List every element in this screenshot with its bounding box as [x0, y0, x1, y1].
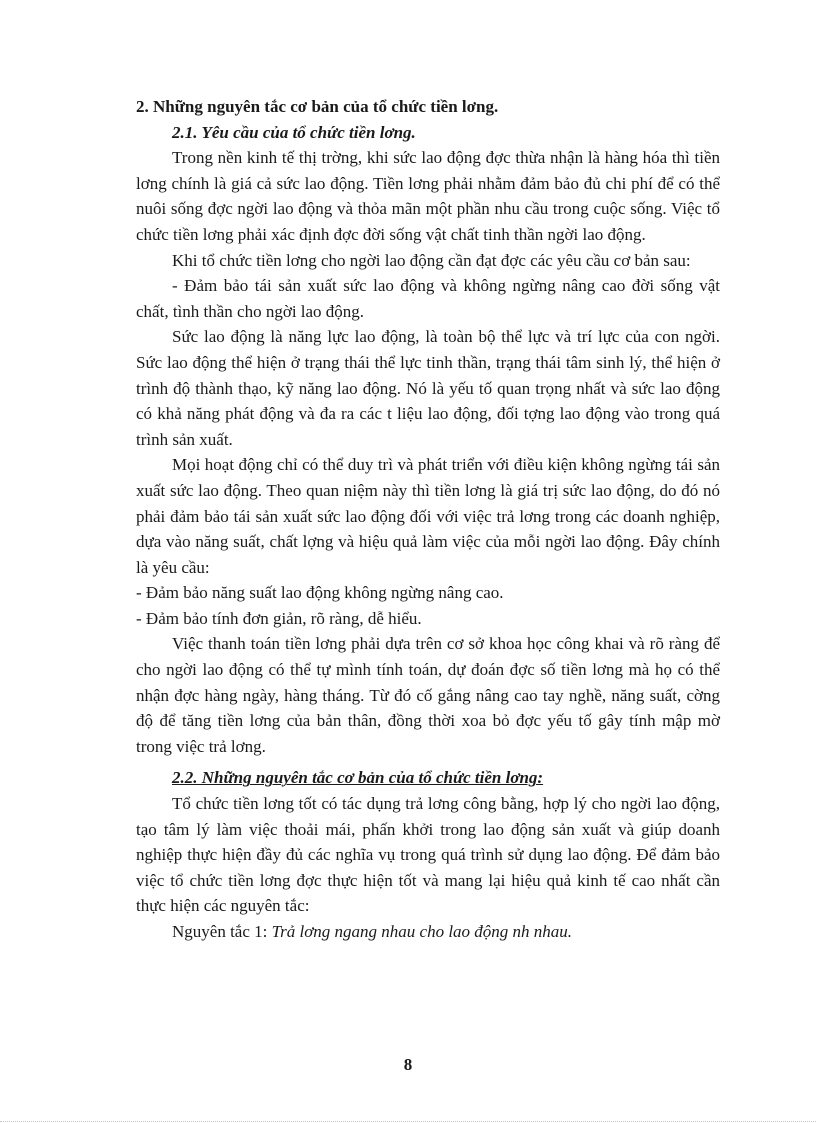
bullet-item: - Đảm bảo tái sản xuất sức lao động và không ngừng nâng cao đời sống vật chất, tình thần cho ngời lao động. — [136, 276, 720, 321]
section-heading-2-1: 2.1. Yêu cầu của tổ chức tiền lơng. — [172, 122, 416, 142]
paragraph: Trong nền kinh tế thị trờng, khi sức lao động đợc thừa nhận là hàng hóa thì tiền lơng chính là giá cả sức lao động. Tiền lơng phải nhằm đảm bảo đủ chi phí để có thể nuôi sống đợc ngời lao động và thỏa mãn một phần nhu cầu trong cuộc sống. Việc tổ chức tiền lơng phải xác định đợc đời sống vật chất tinh thần ngời lao động. — [136, 148, 720, 244]
paragraph: Mọi hoạt động chỉ có thể duy trì và phát triển với điều kiện không ngừng tái sản xuất sức lao động. Theo quan niệm này thì tiền lơng là giá trị sức lao động, do đó nó phải đảm bảo tái sản xuất sức lao động đối với việc trả lơng trong các doanh nghiệp, dựa vào năng suất, chất lợng và hiệu quả làm việc của mỗi ngời lao động. Đây chính là yêu cầu: — [136, 455, 720, 577]
principle-label: Nguyên tắc 1: — [172, 922, 272, 941]
bullet-item: - Đảm bảo năng suất lao động không ngừng nâng cao. — [136, 583, 504, 603]
page-number: 8 — [403, 1055, 413, 1074]
principle-line — [136, 919, 720, 945]
bullet-item: - Đảm bảo tính đơn giản, rõ ràng, dễ hiểu. — [136, 608, 422, 628]
section-heading-2-2: 2.2. Những nguyên tắc cơ bản của tổ chức tiền lơng: — [172, 768, 544, 788]
paragraph: Tổ chức tiền lơng tốt có tác dụng trả lơng công bằng, hợp lý cho ngời lao động, tạo tâm lý làm việc thoải mái, phấn khởi trong lao động sản xuất và giúp doanh nghiệp thực hiện đầy đủ các nghĩa vụ trong quá trình sử dụng lao động. Để đảm bảo việc tổ chức tiền lơng đợc thực hiện tốt và mang lại hiệu quả kinh tế cao nhất cần thực hiện các nguyên tắc: — [136, 794, 720, 916]
page-bottom-divider — [0, 1121, 816, 1122]
document-body — [136, 94, 720, 945]
principle-text: Trả lơng ngang nhau cho lao động nh nhau. — [271, 922, 573, 941]
main-heading: 2. Những nguyên tắc cơ bản của tổ chức tiền lơng. — [136, 97, 499, 116]
paragraph: Việc thanh toán tiền lơng phải dựa trên cơ sở khoa học công khai và rõ ràng để cho ngời lao động có thể tự mình tính toán, dự đoán đợc số tiền lơng mà họ có thể nhận đợc hàng ngày, hàng tháng. Từ đó cố gắng nâng cao tay nghề, năng suất, cờng độ để tăng tiền lơng của bản thân, đồng thời xoa bỏ đợc yếu tố gây tính mập mờ trong việc trả lơng. — [136, 634, 720, 756]
paragraph: Khi tổ chức tiền lơng cho ngời lao động cần đạt đợc các yêu cầu cơ bản sau: — [172, 250, 691, 270]
paragraph: Sức lao động là năng lực lao động, là toàn bộ thể lực và trí lực của con ngời. Sức lao động thể hiện ở trạng thái thể lực tinh thần, trạng thái tâm sinh lý, thể hiện ở trình độ thành thạo, kỹ năng lao động. Nó là yếu tố quan trọng nhất và sức lao động có khả năng phát động và đa ra các t liệu lao động, đối tợng lao động vào trong quá trình sản xuất. — [136, 327, 720, 449]
